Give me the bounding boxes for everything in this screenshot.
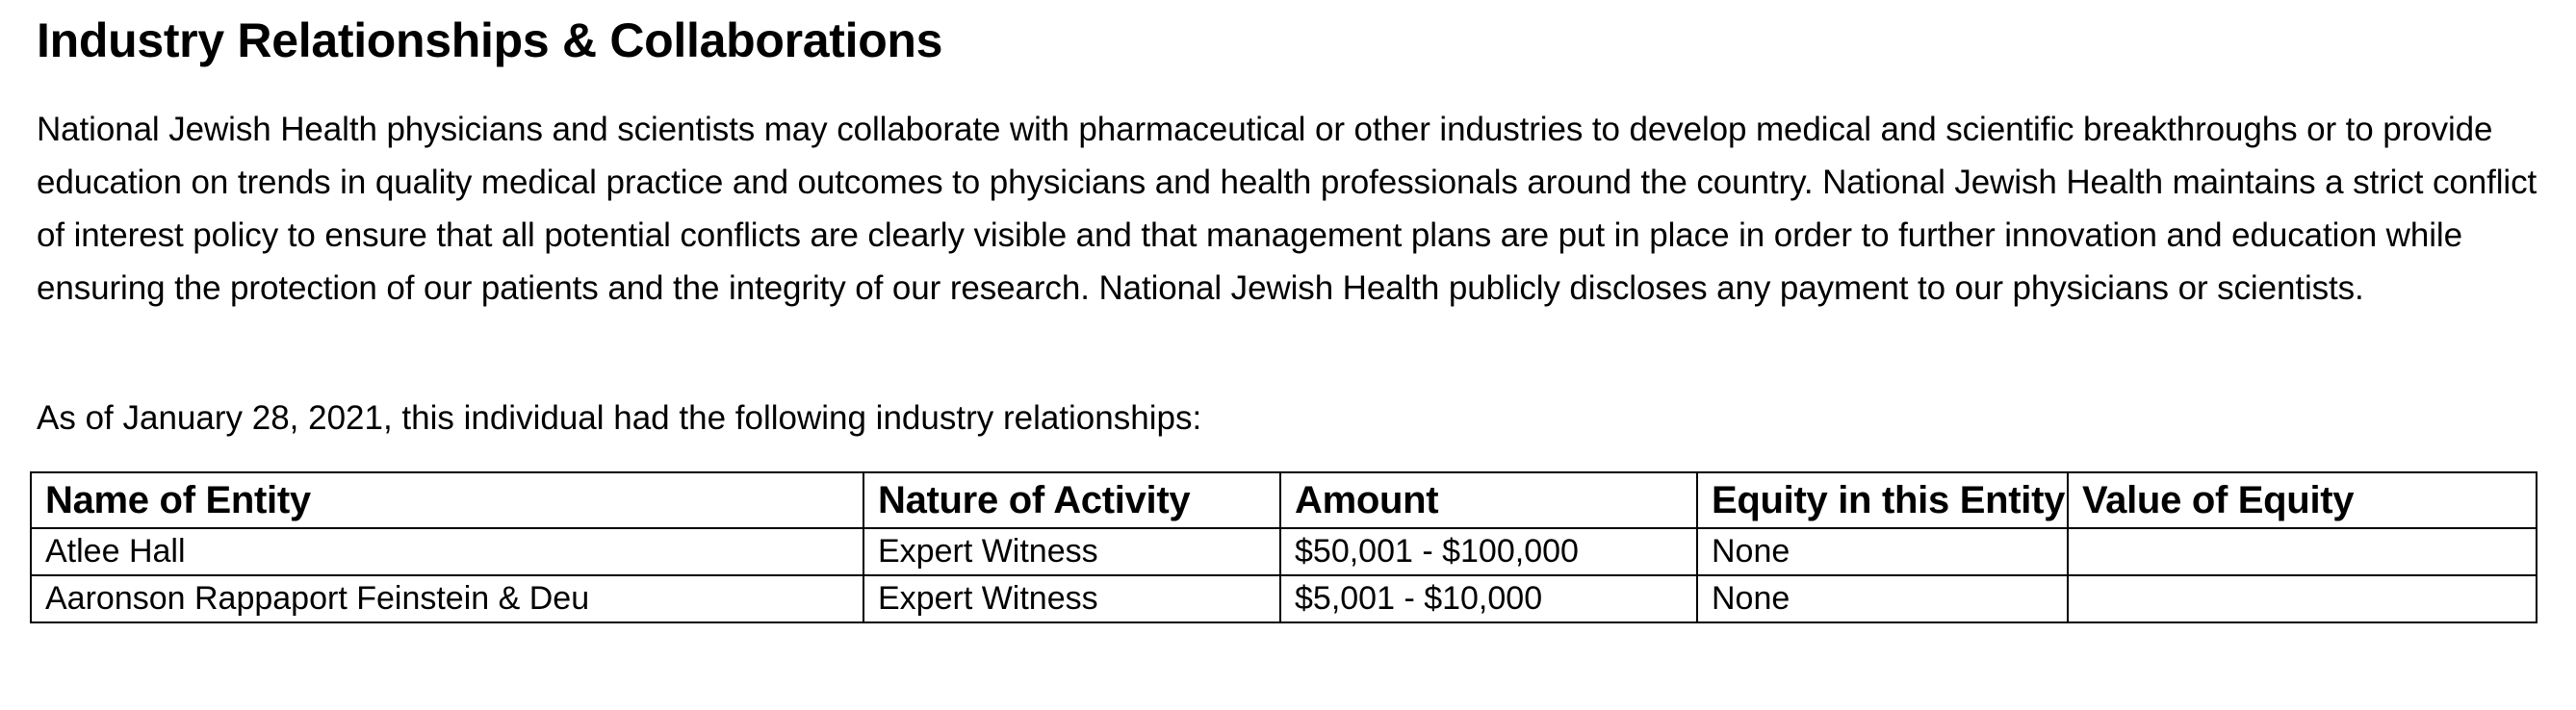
cell-nature-of-activity: Expert Witness [863,575,1280,622]
cell-nature-of-activity: Expert Witness [863,528,1280,575]
table-row [31,575,2537,622]
page-title: Industry Relationships & Collaborations [37,13,943,67]
industry-relationships-table [30,471,2537,623]
column-header-value-of-equity: Value of Equity [2068,472,2537,528]
column-header-nature-of-activity: Nature of Activity [863,472,1280,528]
cell-value-of-equity [2068,528,2537,575]
table-header-row [31,472,2537,528]
column-header-amount: Amount [1280,472,1697,528]
as-of-statement: As of January 28, 2021, this individual had the following industry relationships: [37,399,1202,437]
cell-name-of-entity: Aaronson Rappaport Feinstein & Deu [31,575,863,622]
cell-value-of-equity [2068,575,2537,622]
cell-amount: $50,001 - $100,000 [1280,528,1697,575]
table-row [31,528,2537,575]
cell-name-of-entity: Atlee Hall [31,528,863,575]
cell-equity-in-entity: None [1697,575,2068,622]
intro-paragraph: National Jewish Health physicians and scientists may collaborate with pharmaceutical or other industries to develop medical and scientific breakthroughs or to provide education on trends in quality medical practice and outcomes to physicians and health professionals around the country. National Jewish Health maintains a strict conflict of interest policy to ensure that all potential conflicts are clearly visible and that management plans are put in place in order to further innovation and education while ensuring the protection of our patients and the integrity of our research. National Jewish Health publicly discloses any payment to our physicians or scientists. [37,111,2537,307]
cell-equity-in-entity: None [1697,528,2068,575]
column-header-equity-in-entity: Equity in this Entity [1697,472,2068,528]
cell-amount: $5,001 - $10,000 [1280,575,1697,622]
column-header-name-of-entity: Name of Entity [31,472,863,528]
